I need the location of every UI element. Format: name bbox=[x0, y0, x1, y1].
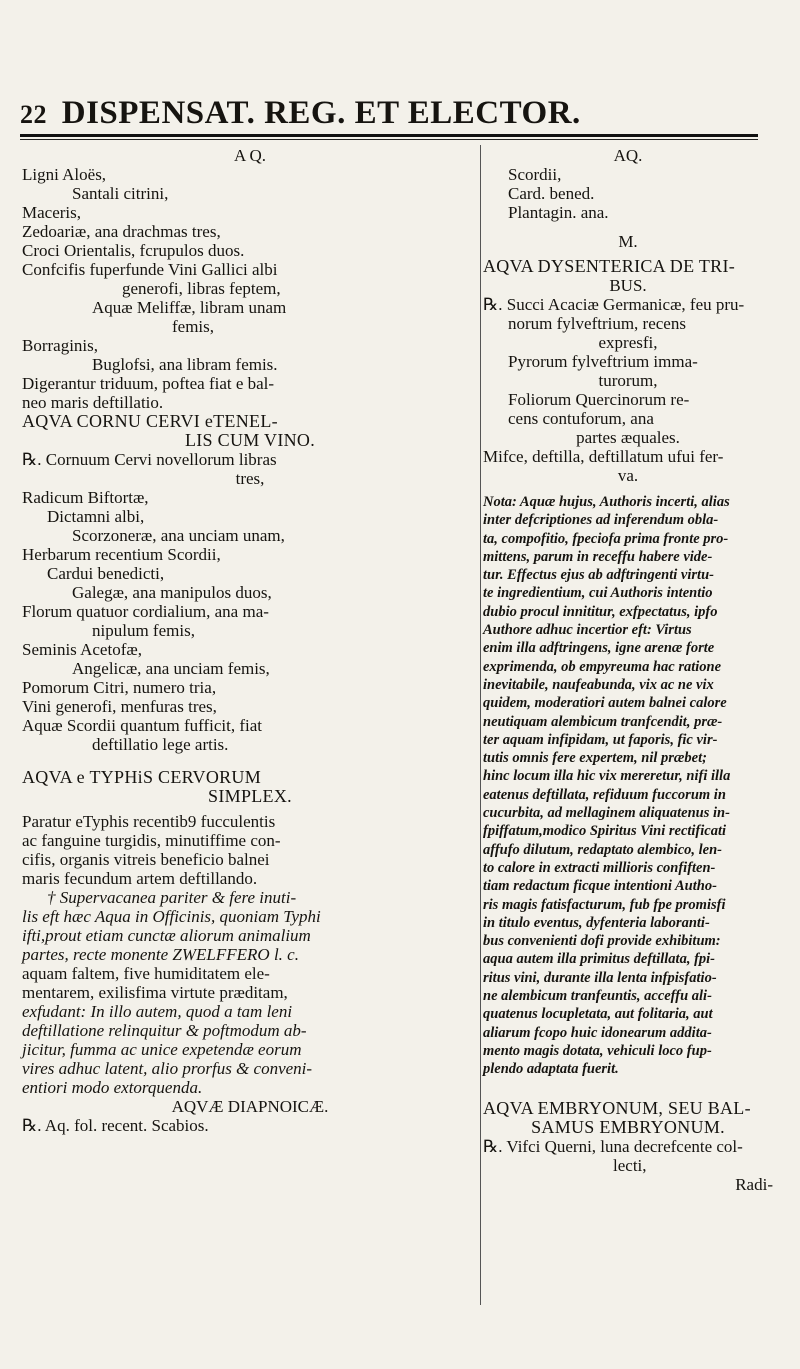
nota-line: dubio procul innititur, exfpectatus, ipfo bbox=[483, 603, 718, 620]
text-line: ℞. Cornuum Cervi novellorum libras bbox=[22, 450, 277, 469]
text-line: entiori modo extorquenda. bbox=[22, 1078, 203, 1097]
text-line: aquam faltem, five humiditatem ele- bbox=[22, 964, 270, 983]
text-line: Radicum Biftortæ, bbox=[22, 488, 149, 507]
text-line: lis eft hæc Aqua in Officinis, quoniam Typhi bbox=[22, 907, 321, 926]
text-line: LIS CUM VINO. bbox=[184, 430, 316, 450]
text-line: Seminis Acetofæ, bbox=[22, 640, 142, 659]
text-line: Buglofsi, ana libram femis. bbox=[92, 355, 278, 374]
text-line: cifis, organis vitreis beneficio balnei bbox=[22, 850, 270, 869]
nota-line: tiam redactum ficque intentioni Autho- bbox=[483, 878, 717, 895]
text-line: Borraginis, bbox=[22, 336, 99, 355]
nota-line: quidem, moderatiori autem balnei calore bbox=[483, 695, 727, 712]
nota-line: ter aquam infipidam, ut faporis, fic vir- bbox=[483, 731, 718, 748]
page-number: 22 bbox=[20, 100, 47, 129]
text-line: Mifce, deftilla, deftillatum ufui fer- bbox=[483, 447, 724, 466]
text-line: AQVA CORNU CERVI eTENEL- bbox=[22, 411, 278, 431]
text-line: Galegæ, ana manipulos duos, bbox=[72, 583, 272, 602]
text-line: mentarem, exilisfima virtute præditam, bbox=[22, 983, 288, 1002]
nota-line: cucurbita, ad mellaginem aliquatenus in- bbox=[483, 805, 730, 822]
text-line: ac fanguine turgidis, minutiffime con- bbox=[22, 831, 281, 850]
text-line: partes, recte monente ZWELFFERO l. c. bbox=[22, 945, 299, 964]
text-line: ℞. Aq. fol. recent. Scabios. bbox=[22, 1116, 209, 1135]
text-line: Plantagin. ana. bbox=[508, 203, 609, 222]
right-column-tail bbox=[483, 1099, 773, 1194]
text-line: M. bbox=[618, 232, 638, 251]
nota-line: ritus vini, durante illa lenta infpisfatio- bbox=[483, 969, 717, 986]
text-line: generofi, libras feptem, bbox=[122, 279, 281, 298]
spacer bbox=[483, 485, 773, 493]
text-line: deftillatio lege artis. bbox=[92, 735, 229, 754]
nota-line: inter defcriptiones ad inferendum obla- bbox=[483, 512, 719, 529]
text-line: Radi- bbox=[735, 1174, 773, 1194]
nota-line: tur. Effectus ejus ab adftringenti virtu- bbox=[483, 567, 714, 584]
nota-paragraph bbox=[483, 493, 773, 1079]
spacer bbox=[483, 1079, 773, 1099]
running-title: DISPENSAT. REG. ET ELECTOR. bbox=[61, 95, 581, 131]
text-line: Angelicæ, ana unciam femis, bbox=[72, 659, 270, 678]
text-line: Zedoariæ, ana drachmas tres, bbox=[22, 222, 221, 241]
text-line: Paratur eTyphis recentib9 fucculentis bbox=[22, 812, 276, 831]
nota-line: mittens, parum in receffu habere vide- bbox=[483, 548, 713, 565]
nota-line: te ingredientium, cui Authoris intentio bbox=[483, 585, 713, 602]
nota-line: inevitabile, naufeabunda, vix ac ne vix bbox=[483, 676, 714, 693]
text-line: Aquæ Meliffæ, libram unam bbox=[92, 298, 287, 317]
right-column-recipes bbox=[483, 146, 773, 485]
nota-line: quatenus locupletata, aut folitaria, aut bbox=[483, 1006, 713, 1023]
text-line: AQVA e TYPHiS CERVORUM bbox=[22, 767, 262, 787]
text-line: SIMPLEX. bbox=[208, 786, 292, 806]
nota-line: tutis omnis fere expertem, nil præbet; bbox=[483, 750, 707, 767]
text-line: Santali citrini, bbox=[72, 184, 169, 203]
text-line: Scorzoneræ, ana unciam unam, bbox=[72, 526, 285, 545]
nota-line: ris magis fatisfacturum, fub fpe promisfi bbox=[483, 896, 726, 913]
column-divider bbox=[480, 145, 481, 1305]
text-line: norum fylveftrium, recens bbox=[508, 314, 686, 333]
text-line: cens contuforum, ana bbox=[508, 409, 654, 428]
text-line: Scordii, bbox=[508, 165, 562, 184]
text-line: AQ. bbox=[613, 146, 643, 165]
text-line: deftillatione relinquitur & poftmodum ab- bbox=[22, 1021, 307, 1040]
nota-line: mento magis dotata, vehiculi loco fup- bbox=[483, 1042, 712, 1059]
text-line: Pomorum Citri, numero tria, bbox=[22, 678, 217, 697]
text-line: partes æquales. bbox=[576, 428, 680, 447]
nota-line: to calore in extracti millioris confiften- bbox=[483, 859, 716, 876]
text-line: AQVA EMBRYONUM, SEU BAL- bbox=[483, 1097, 751, 1118]
text-line: Aquæ Scordii quantum fufficit, fiat bbox=[22, 716, 263, 735]
text-line: nipulum femis, bbox=[92, 621, 195, 640]
nota-line: fpiffatum,modico Spiritus Vini rectificati bbox=[483, 823, 727, 840]
text-line: exfudant: In illo autem, quod a tam leni bbox=[22, 1002, 293, 1021]
text-line: Florum quatuor cordialium, ana ma- bbox=[22, 602, 269, 621]
text-line: AQVA DYSENTERICA DE TRI- bbox=[483, 256, 736, 276]
nota-line: plendo adaptata fuerit. bbox=[483, 1061, 619, 1078]
text-line: Dictamni albi, bbox=[47, 507, 145, 526]
text-line: expresfi, bbox=[598, 333, 658, 352]
text-line: jicitur, fumma ac unice expetendæ eorum bbox=[22, 1040, 302, 1059]
right-column bbox=[483, 146, 773, 1194]
text-line: A Q. bbox=[233, 146, 267, 165]
text-line: Confcifis fuperfunde Vini Gallici albi bbox=[22, 260, 278, 279]
nota-line: Authore adhuc incertior eft: Virtus bbox=[483, 622, 692, 639]
text-line: va. bbox=[617, 466, 639, 485]
nota-line: ta, compofitio, fpeciofa prima fronte pro- bbox=[483, 530, 729, 547]
nota-line: in titulo eventus, dyfenteria laboranti- bbox=[483, 914, 710, 931]
nota-line: enim illa adftringens, igne arenæ forte bbox=[483, 640, 715, 657]
text-line: Pyrorum fylveftrium imma- bbox=[508, 352, 698, 371]
text-line: ifti,prout etiam cunctæ aliorum animalium bbox=[22, 926, 311, 945]
spacer bbox=[22, 754, 478, 768]
nota-line: aqua autem illa primitus deftillata, fpi- bbox=[483, 951, 716, 968]
text-line: BUS. bbox=[609, 276, 647, 295]
header-rule bbox=[20, 134, 758, 137]
text-line: Maceris, bbox=[22, 203, 82, 222]
text-line: Foliorum Quercinorum re- bbox=[508, 390, 690, 409]
page-header bbox=[20, 95, 760, 135]
text-line: Cardui benedicti, bbox=[47, 564, 165, 583]
left-column bbox=[22, 146, 478, 1135]
nota-line: neutiquam alembicum tranfcendit, præ- bbox=[483, 713, 723, 730]
text-line: AQVÆ DIAPNOICÆ. bbox=[171, 1097, 329, 1116]
nota-line: affufo dilutum, redaptato alembico, len- bbox=[483, 841, 722, 858]
text-line: Vini generofi, menfuras tres, bbox=[22, 697, 217, 716]
text-line: lecti, bbox=[613, 1155, 647, 1175]
text-line: femis, bbox=[172, 317, 215, 336]
nota-line: ne alembicum tranfeuntis, acceffu ali- bbox=[483, 988, 712, 1005]
text-line: Herbarum recentium Scordii, bbox=[22, 545, 221, 564]
text-line: † Supervacanea pariter & fere inuti- bbox=[47, 888, 297, 907]
spacer bbox=[483, 222, 773, 232]
text-line: vires adhuc latent, alio prorfus & conveni- bbox=[22, 1059, 313, 1078]
header-rule-thin bbox=[20, 139, 758, 140]
text-line: ℞. Vifci Querni, luna decrefcente col- bbox=[483, 1136, 743, 1156]
text-line: neo maris deftillatio. bbox=[22, 393, 164, 412]
nota-line: hinc locum illa hic vix mereretur, nifi illa bbox=[483, 768, 731, 785]
nota-line: Nota: Aquæ hujus, Authoris incerti, alias bbox=[483, 494, 730, 510]
text-line: Croci Orientalis, fcrupulos duos. bbox=[22, 241, 245, 260]
text-line: ℞. Succi Acaciæ Germanicæ, feu pru- bbox=[483, 295, 745, 314]
nota-line: eatenus deftillata, refiduum fuccorum in bbox=[483, 786, 726, 803]
nota-line: exprimenda, ob empyreuma hac ratione bbox=[483, 658, 722, 675]
text-line: SAMUS EMBRYONUM. bbox=[531, 1116, 725, 1137]
text-line: turorum, bbox=[598, 371, 658, 390]
text-line: maris fecundum artem deftillando. bbox=[22, 869, 258, 888]
text-line: Card. bened. bbox=[508, 184, 595, 203]
nota-line: bus convenienti dofi provide exhibitum: bbox=[483, 933, 721, 950]
text-line: Ligni Aloës, bbox=[22, 165, 107, 184]
text-line: tres, bbox=[235, 469, 265, 488]
text-line: Digerantur triduum, poftea fiat e bal- bbox=[22, 374, 275, 393]
nota-line: aliarum fcopo huic idonearum addita- bbox=[483, 1024, 712, 1041]
